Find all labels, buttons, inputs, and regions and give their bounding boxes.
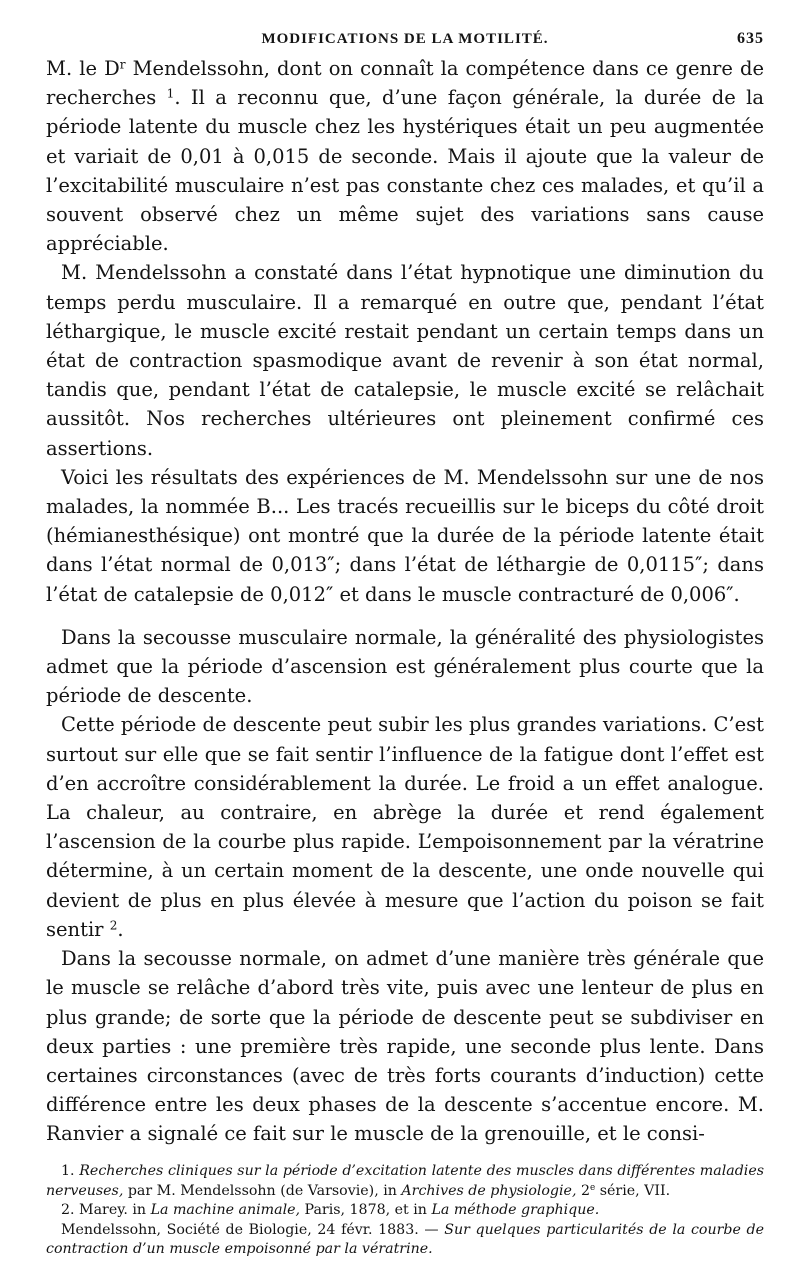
paragraph-1 xyxy=(46,54,764,258)
footnote-ref-1: 1 xyxy=(166,86,175,101)
doctor-abbrev-sup: r xyxy=(119,57,126,72)
footnote-2-text-a: Marey. in xyxy=(74,1202,151,1219)
footnote-1 xyxy=(46,1162,764,1201)
paragraph-3: Voici les résultats des expériences de M. Mendelssohn sur une de nos malades, la nommée B... Les tracés recueillis sur le biceps du côté droit (hémianesthésique) ont montré que la durée de la période latente était dans l’état normal de 0,013″; dans l’état de léthargie de 0,0115″; dans l’état de catalepsie de 0,012″ et dans le muscle contracturé de 0,006″. xyxy=(46,465,764,606)
footnote-2-continuation-title: Sur quelques particularités de la courbe de contraction d’un muscle empoisonné par la vératrine. xyxy=(46,1221,764,1258)
footnote-1-series-number: 2 xyxy=(576,1182,591,1199)
footnote-2-book-1: La machine animale, xyxy=(150,1202,301,1219)
footnote-1-journal: Archives de physiologie, xyxy=(401,1182,577,1199)
footnote-2-number: 2. xyxy=(61,1202,75,1219)
footnote-2-text-b: Paris, 1878, et in xyxy=(300,1202,432,1219)
paragraph-2: M. Mendelssohn a constaté dans l’état hypnotique une diminution du temps perdu musculaire. Il a remarqué en outre que, pendant l’état léthargique, le muscle excité restait pendant un certain temps dans un état de contraction spasmodique avant de revenir à son état normal, tandis que, pendant l’état de catalepsie, le muscle excité se relâchait aussitôt. Nos recherches ultérieures ont pleinement confirmé ces assertions. xyxy=(46,261,764,460)
body-text xyxy=(46,54,764,1149)
footnote-2-book-2: La méthode graphique. xyxy=(431,1202,600,1219)
footnote-2-continuation-text: Mendelssohn, Société de Biologie, 24 févr. 1883. — xyxy=(61,1221,445,1238)
paragraph-1-text-b: Mendelssohn, dont on connaît la compétence dans ce genre de recherches xyxy=(46,57,764,110)
paragraph-6: Dans la secousse normale, on admet d’une manière très générale que le muscle se relâche d’abord très vite, puis avec une lenteur de plus en plus grande; de sorte que la période de descente peut se subdiviser en deux parties : une première très rapide, une seconde plus lente. Dans certaines circonstances (avec de très forts courants d’induction) cette différence entre les deux phases de la descente s’accentue encore. M. Ranvier a signalé ce fait sur le muscle de la grenouille, et le consi- xyxy=(46,947,764,1146)
running-title: MODIFICATIONS DE LA MOTILITÉ. xyxy=(261,31,549,47)
footnote-1-number: 1. xyxy=(61,1163,75,1179)
paragraph-5 xyxy=(46,710,764,944)
paragraph-5-text-b: . xyxy=(117,917,124,941)
footnote-1-series-sup: e xyxy=(590,1182,596,1193)
footnote-2-continuation xyxy=(46,1221,764,1260)
paragraph-1-text-a: M. le D xyxy=(46,57,120,80)
paragraph-4: Dans la secousse musculaire normale, la généralité des physiologistes admet que la période d’ascension est généralement plus courte que la période de descente. xyxy=(46,625,764,708)
footnote-1-series-rest: série, VII. xyxy=(595,1182,671,1199)
running-head xyxy=(46,24,764,54)
paragraph-1-text-c: . Il a reconnu que, d’une façon générale, la durée de la période latente du muscle chez les hystériques était un peu augmentée et variait de 0,01 à 0,015 de seconde. Mais il ajoute que la valeur de l’excitabilité musculaire n’est pas constante chez ces malades, et qu’il a souvent observé chez un même sujet des variations sans cause appréciable. xyxy=(46,86,764,256)
footnote-1-title: Recherches cliniques sur la période d’excitation latente des muscles dans différentes maladies nerveuses, xyxy=(46,1163,765,1199)
footnote-ref-2: 2 xyxy=(109,918,118,933)
page-number: 635 xyxy=(737,30,764,47)
paragraph-5-text-a: Cette période de descente peut subir les plus grandes variations. C’est surtout sur elle que se fait sentir l’influence de la fatigue dont l’effet est d’en accroître considérablement la durée. Le froid a un effet analogue. La chaleur, au contraire, en abrège la durée et rend également l’ascension de la courbe plus rapide. L’empoisonnement par la vératrine détermine, à un certain moment de la descente, une onde nouvelle qui devient de plus en plus élevée à mesure que l’action du poison se fait sentir xyxy=(46,713,764,941)
footnote-2 xyxy=(46,1201,764,1221)
footnote-1-author: par M. Mendelssohn (de Varsovie), in xyxy=(123,1182,402,1199)
footnotes xyxy=(46,1162,764,1260)
